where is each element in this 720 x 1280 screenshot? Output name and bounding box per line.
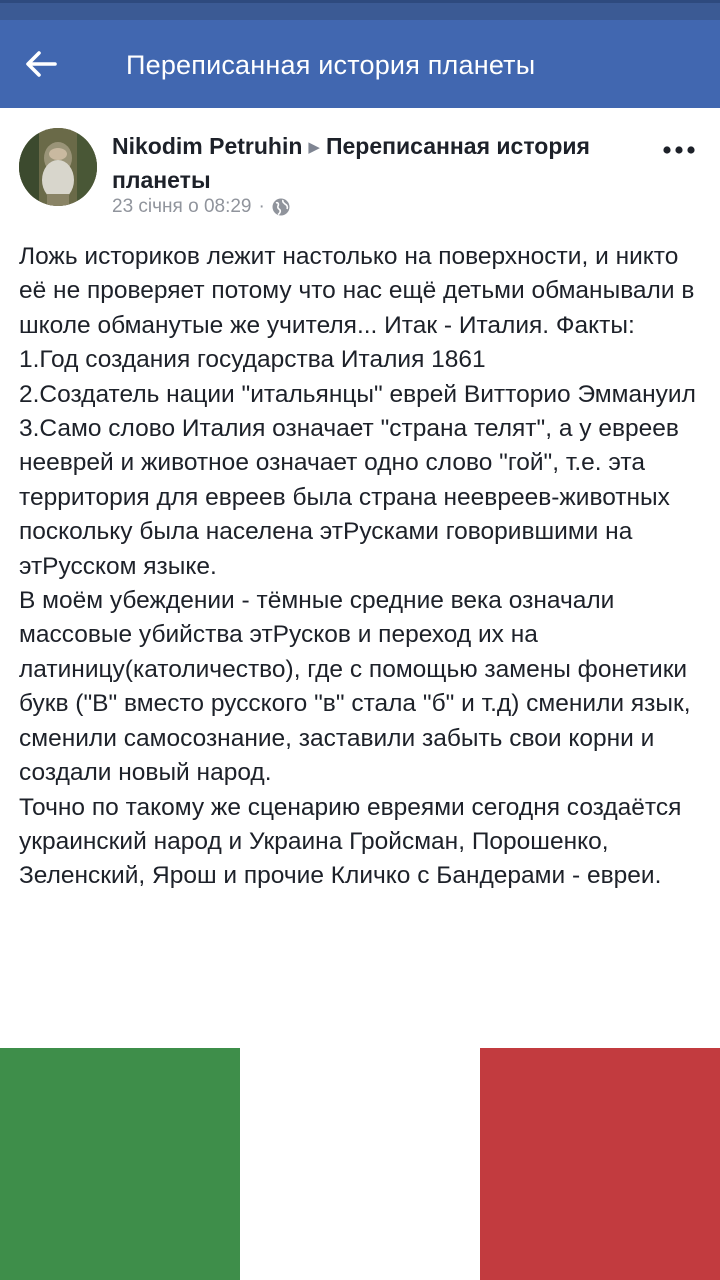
post-header (0, 108, 720, 228)
flag-band-white (240, 1048, 480, 1280)
post-meta (112, 196, 291, 218)
group-name[interactable]: Переписанная история планеты (112, 133, 590, 193)
back-button[interactable] (16, 34, 66, 94)
arrow-left-icon (24, 49, 58, 79)
post-timestamp[interactable]: 23 січня о 08:29 (112, 196, 252, 217)
globe-icon (271, 197, 291, 217)
author-name[interactable]: Nikodim Petruhin (112, 133, 303, 159)
flag-band-red (480, 1048, 720, 1280)
post-paragraph: Ложь историков лежит настолько на поверхности, и никто её не проверяет потому что нас ещё детьми обманывали в школе обманутые же учителя... Итак - Италия. Факты: (19, 243, 695, 339)
avatar-image (19, 128, 97, 206)
page-title: Переписанная история планеты (126, 50, 536, 80)
post-paragraph: 2.Создатель нации "итальянцы" еврей Витторио Эммануил (19, 380, 696, 408)
post-paragraph: В моём убеждении - тёмные средние века означали массовые убийства этРусков и переход их на латиницу(католичество), где с помощью замены фонетики букв ("B" вместо русского "в" стала "б" и т.д) сменили язык, сменили самосознание, заставили забыть свои корни и создали новый народ. (19, 587, 691, 787)
more-horizontal-icon (662, 145, 696, 155)
post-paragraph: Точно по такому же сценарию евреями сегодня создаётся украинский народ и Украина Гройсман, Порошенко, Зеленский, Ярош и прочие Кличко с Бандерами - евреи. (19, 793, 682, 890)
app-header (0, 20, 720, 108)
post-image-italian-flag[interactable] (0, 1048, 720, 1280)
more-options-button[interactable] (654, 132, 704, 168)
post-text (19, 240, 709, 894)
status-bar (0, 0, 720, 20)
meta-separator: · (258, 196, 265, 217)
flag-band-green (0, 1048, 240, 1280)
post-paragraph: 1.Год создания государства Италия 1861 (19, 346, 486, 374)
post-author-line (112, 130, 632, 196)
post-paragraph: 3.Само слово Италия означает "страна телят", а у евреев нееврей и животное означает одно слово "гой", т.е. эта территория для евреев была страна неевреев-животных поскольку была населена этРусками говорившими на этРусском языке. (19, 415, 679, 580)
avatar[interactable] (19, 128, 97, 206)
caret-right-icon: ▶ (308, 139, 320, 156)
